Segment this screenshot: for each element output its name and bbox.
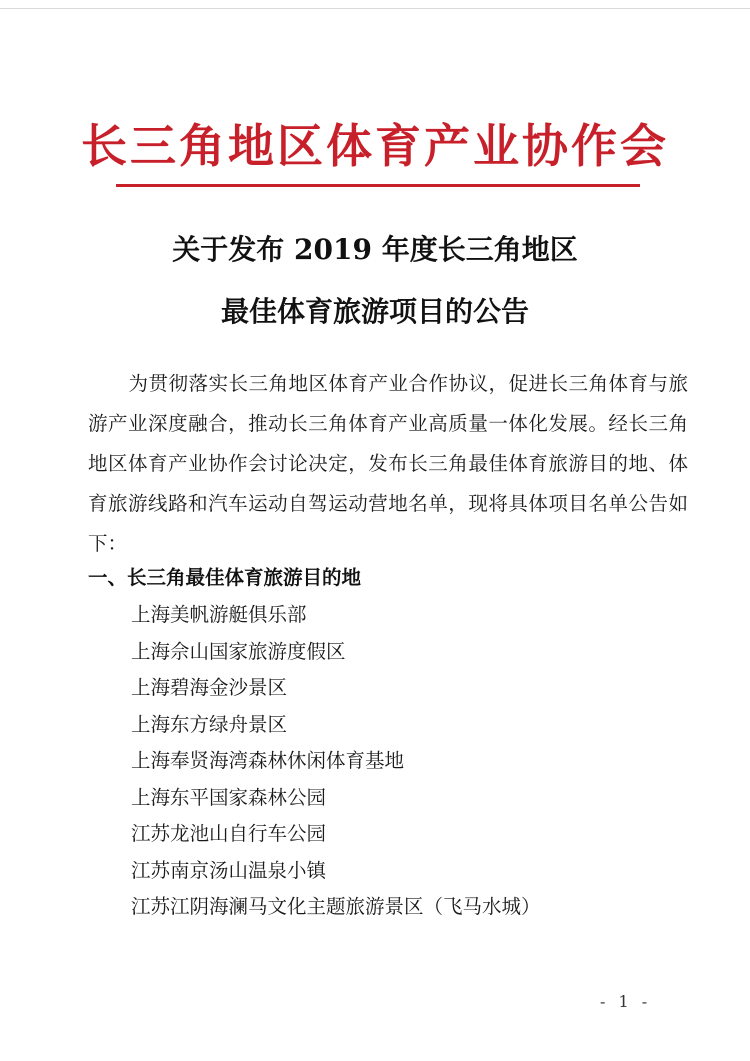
section-heading-destinations: 一、长三角最佳体育旅游目的地: [88, 566, 362, 589]
page-number: - 1 -: [600, 992, 652, 1011]
list-item: 上海美帆游艇俱乐部: [131, 603, 307, 626]
list-item: 江苏江阴海澜马文化主题旅游景区（飞马水城）: [131, 895, 541, 918]
page-top-edge: [0, 8, 750, 9]
organization-header: 长三角地区体育产业协作会: [81, 119, 669, 173]
body-paragraph: [88, 364, 688, 564]
list-item: 上海东平国家森林公园: [131, 785, 327, 809]
list-item: 上海碧海金沙景区: [131, 676, 288, 699]
list-item: 上海佘山国家旅游度假区: [131, 639, 346, 663]
list-item: 上海奉贤海湾森林休闲体育基地: [131, 749, 405, 772]
list-item: 江苏龙池山自行车公园: [131, 822, 327, 845]
document-title-line-1: 关于发布 2019 年度长三角地区: [172, 233, 578, 266]
document-title-line-2: 最佳体育旅游项目的公告: [220, 295, 529, 328]
red-divider-line: [116, 184, 640, 187]
list-item: 江苏南京汤山温泉小镇: [131, 858, 327, 882]
body-paragraph-text: 为贯彻落实长三角地区体育产业合作协议，促进长三角体育与旅游产业深度融合，推动长三角体育产业高质量一体化发展。经长三角地区体育产业协作会讨论决定，发布长三角最佳体育旅游目的地、体育旅游线路和汽车运动自驾运动营地名单，现将具体项目名单公告如下：: [88, 372, 688, 555]
destination-list: [131, 597, 541, 926]
list-item: 上海东方绿舟景区: [131, 712, 288, 736]
